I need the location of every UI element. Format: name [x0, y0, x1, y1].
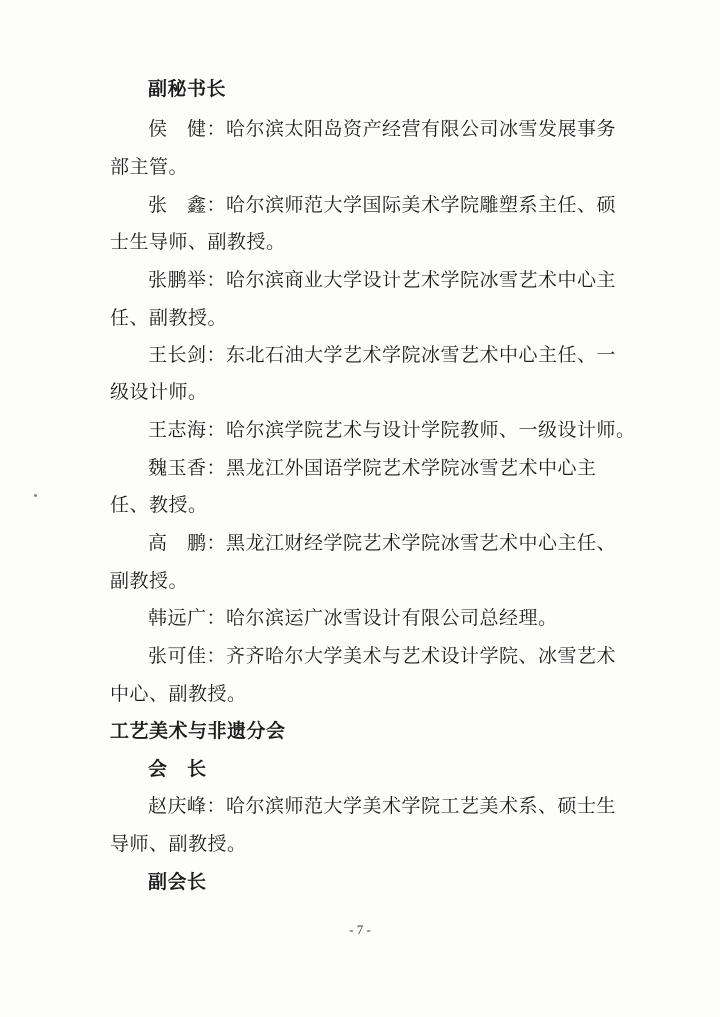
- text-line: 高 鹏：黑龙江财经学院艺术学院冰雪艺术中心主任、: [148, 532, 617, 554]
- scan-speck: [34, 494, 37, 497]
- page-number: - 7 -: [349, 922, 371, 937]
- text-line: 赵庆峰：哈尔滨师范大学美术学院工艺美术系、硕士生: [148, 795, 617, 817]
- text-line: 张 鑫：哈尔滨师范大学国际美术学院雕塑系主任、硕: [148, 194, 617, 216]
- text-line: 任、副教授。: [110, 307, 228, 329]
- section-heading-vice-president: 副会长: [148, 871, 207, 893]
- text-line: 士生导师、副教授。: [110, 231, 286, 253]
- text-line: 王长剑：东北石油大学艺术学院冰雪艺术中心主任、一: [148, 344, 617, 366]
- text-line: 中心、副教授。: [110, 683, 247, 705]
- text-line: 韩远广：哈尔滨运广冰雪设计有限公司总经理。: [148, 607, 558, 629]
- text-line: 侯 健：哈尔滨太阳岛资产经营有限公司冰雪发展事务: [148, 118, 617, 140]
- section-heading-president: 会 长: [148, 758, 207, 780]
- text-line: 导师、副教授。: [110, 833, 247, 855]
- text-line: 任、教授。: [110, 494, 208, 516]
- text-line: 魏玉香：黑龙江外国语学院艺术学院冰雪艺术中心主: [148, 457, 597, 479]
- text-line: 王志海：哈尔滨学院艺术与设计学院教师、一级设计师。: [148, 419, 636, 441]
- section-heading-vice-secretary-general: 副秘书长: [148, 78, 227, 100]
- text-line: 部主管。: [110, 156, 189, 178]
- text-line: 张可佳：齐齐哈尔大学美术与艺术设计学院、冰雪艺术: [148, 645, 617, 667]
- text-line: 级设计师。: [110, 381, 208, 403]
- text-line: 副教授。: [110, 570, 189, 592]
- text-line: 张鹏举：哈尔滨商业大学设计艺术学院冰雪艺术中心主: [148, 269, 617, 291]
- section-heading-crafts-branch: 工艺美术与非遗分会: [110, 720, 286, 742]
